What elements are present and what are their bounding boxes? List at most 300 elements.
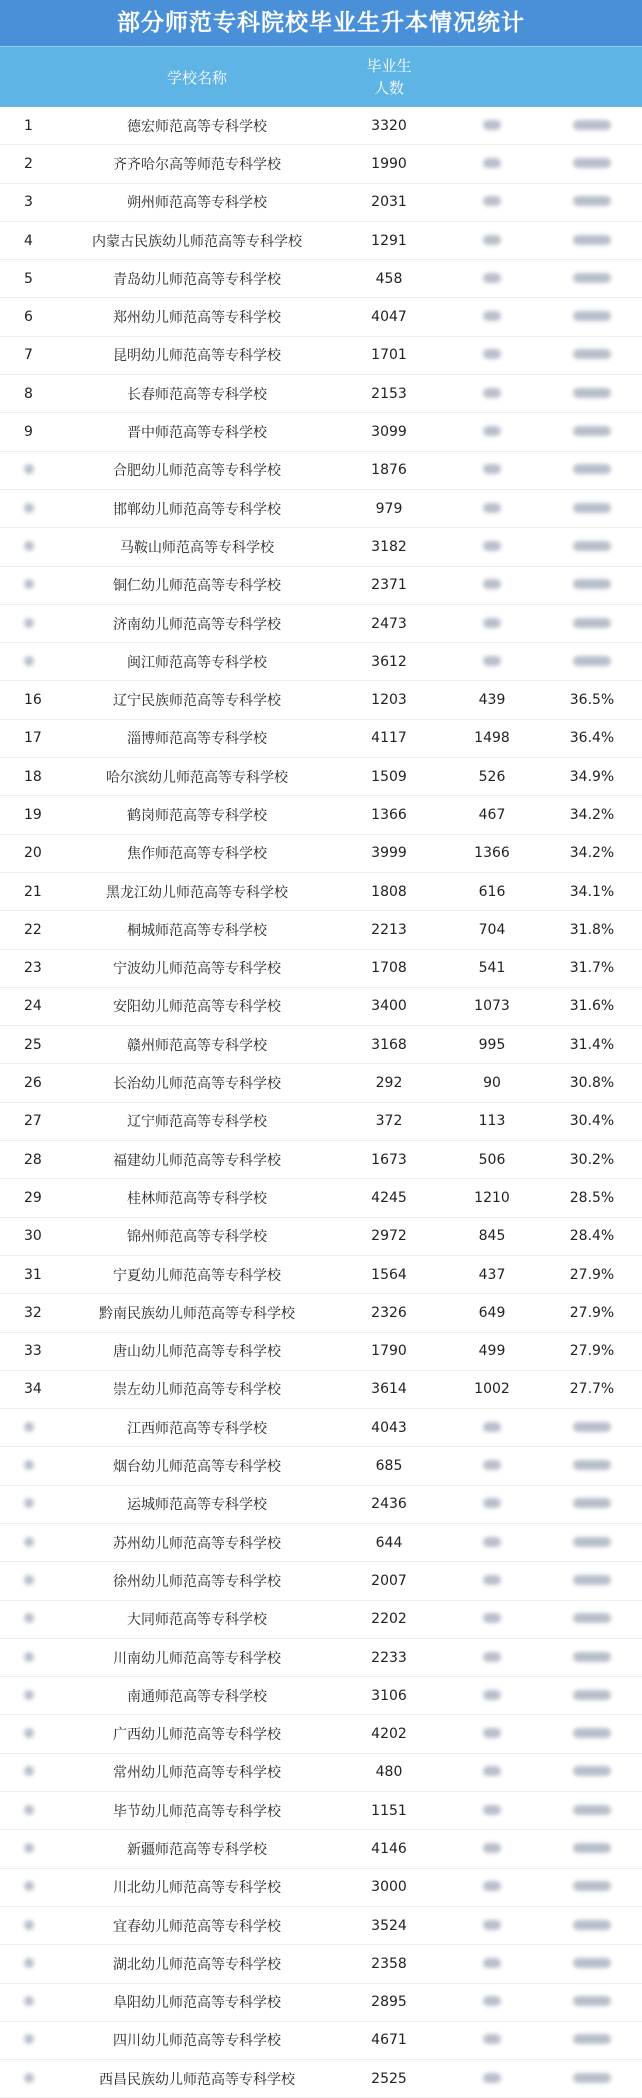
- row-graduate-count: 4146: [371, 1841, 407, 1857]
- row-upgrade-rate: [542, 1573, 642, 1589]
- table-row: [0, 107, 642, 145]
- obscured-upgraded-blur: [483, 1843, 501, 1853]
- row-index: [0, 1726, 58, 1742]
- row-upgrade-rate: [542, 1841, 642, 1857]
- row-upgrade-rate: [542, 1956, 642, 1972]
- row-upgraded-count: 113: [478, 1113, 506, 1130]
- obscured-index-blur: [24, 1690, 34, 1700]
- row-index: 21: [24, 883, 42, 900]
- header-graduates-line2: 人数: [373, 79, 404, 97]
- row-graduate-count: 3614: [371, 1381, 407, 1398]
- row-upgrade-rate: [542, 156, 642, 172]
- row-graduate-count: 1151: [371, 1802, 407, 1819]
- row-upgrade-rate: 31.6%: [569, 998, 615, 1015]
- obscured-rate-blur: [573, 1881, 611, 1891]
- row-school-name: 徐州幼儿师范高等专科学校: [113, 1573, 281, 1590]
- row-upgraded-count: 90: [483, 1075, 501, 1092]
- row-index: [0, 1803, 58, 1819]
- table-row: [0, 1026, 642, 1064]
- obscured-index-blur: [24, 618, 34, 628]
- row-graduate-count: 644: [375, 1534, 403, 1551]
- row-upgraded-count: [442, 1573, 542, 1589]
- row-index: 7: [24, 347, 33, 364]
- obscured-index-blur: [24, 503, 34, 513]
- header-graduates-line1: 毕业生: [366, 57, 412, 75]
- row-upgraded-count: [442, 577, 542, 593]
- row-index: [0, 2071, 58, 2087]
- row-upgrade-rate: [542, 118, 642, 134]
- row-school-name: 桐城师范高等专科学校: [127, 922, 267, 939]
- row-upgrade-rate: 34.9%: [569, 768, 615, 785]
- row-graduate-count: 458: [375, 270, 403, 287]
- table-row: [0, 1486, 642, 1524]
- row-upgraded-count: 467: [478, 806, 506, 823]
- obscured-upgraded-blur: [483, 1460, 501, 1470]
- row-upgrade-rate: 31.7%: [569, 960, 615, 977]
- obscured-upgraded-blur: [483, 1613, 501, 1623]
- row-index: [0, 1764, 58, 1780]
- row-index: 30: [24, 1228, 42, 1245]
- row-school-name: 烟台幼儿师范高等专科学校: [113, 1459, 281, 1476]
- row-index: [0, 462, 58, 478]
- obscured-rate-blur: [573, 1498, 611, 1508]
- row-graduate-count: 3000: [371, 1879, 407, 1896]
- row-upgraded-count: [442, 1496, 542, 1512]
- obscured-upgraded-blur: [483, 1652, 501, 1662]
- row-index: 32: [24, 1304, 42, 1321]
- row-graduate-count: 1366: [371, 806, 407, 823]
- table-row: [0, 1294, 642, 1332]
- table-row: [0, 1830, 642, 1868]
- row-upgraded-count: [442, 1726, 542, 1742]
- row-index: [0, 1956, 58, 1972]
- row-index: [0, 1688, 58, 1704]
- obscured-upgraded-blur: [483, 579, 501, 589]
- obscured-rate-blur: [573, 426, 611, 436]
- obscured-upgraded-blur: [483, 1690, 501, 1700]
- obscured-upgraded-blur: [483, 656, 501, 666]
- row-school-name: 常州幼儿师范高等专科学校: [113, 1765, 281, 1782]
- row-upgrade-rate: [542, 1918, 642, 1934]
- row-index: 17: [24, 730, 42, 747]
- row-upgrade-rate: [542, 2032, 642, 2048]
- row-index: 6: [24, 309, 33, 326]
- table-row: [0, 1601, 642, 1639]
- obscured-index-blur: [24, 1881, 34, 1891]
- row-upgrade-rate: [542, 1458, 642, 1474]
- row-upgrade-rate: [542, 271, 642, 287]
- row-upgraded-count: [442, 1803, 542, 1819]
- row-upgrade-rate: 27.9%: [569, 1266, 615, 1283]
- row-index: 18: [24, 768, 42, 785]
- row-graduate-count: 3182: [371, 538, 407, 555]
- table-row: [0, 1409, 642, 1447]
- row-graduate-count: 1808: [371, 883, 407, 900]
- row-index: 26: [24, 1075, 42, 1092]
- row-index: 33: [24, 1343, 42, 1360]
- obscured-index-blur: [24, 1613, 34, 1623]
- obscured-upgraded-blur: [483, 1728, 501, 1738]
- row-index: 29: [24, 1189, 42, 1206]
- obscured-upgraded-blur: [483, 1498, 501, 1508]
- row-school-name: 邯郸幼儿师范高等专科学校: [113, 501, 281, 518]
- row-upgraded-count: 845: [478, 1228, 506, 1245]
- table-row: [0, 1256, 642, 1294]
- obscured-upgraded-blur: [483, 311, 501, 321]
- row-index: 20: [24, 845, 42, 862]
- row-upgrade-rate: 34.2%: [569, 845, 615, 862]
- row-upgraded-count: 506: [478, 1151, 506, 1168]
- row-upgrade-rate: 28.5%: [569, 1189, 615, 1206]
- obscured-index-blur: [24, 1805, 34, 1815]
- row-upgrade-rate: 31.8%: [569, 921, 615, 938]
- table-row: [0, 1792, 642, 1830]
- row-upgrade-rate: [542, 1688, 642, 1704]
- obscured-index-blur: [24, 1958, 34, 1968]
- obscured-index-blur: [24, 2073, 34, 2083]
- table-row: [0, 1333, 642, 1371]
- obscured-rate-blur: [573, 1613, 611, 1623]
- row-upgraded-count: 704: [478, 921, 506, 938]
- row-graduate-count: 3999: [371, 845, 407, 862]
- row-graduate-count: 1203: [371, 692, 407, 709]
- row-graduate-count: 3612: [371, 653, 407, 670]
- row-upgrade-rate: [542, 616, 642, 632]
- table-row: [0, 1754, 642, 1792]
- row-upgraded-count: [442, 194, 542, 210]
- row-index: [0, 1611, 58, 1627]
- row-upgraded-count: 439: [478, 692, 506, 709]
- obscured-upgraded-blur: [483, 1881, 501, 1891]
- row-graduate-count: 2358: [371, 1955, 407, 1972]
- row-school-name: 川北幼儿师范高等专科学校: [113, 1880, 281, 1897]
- row-graduate-count: 292: [375, 1075, 403, 1092]
- row-upgrade-rate: [542, 1611, 642, 1627]
- obscured-index-blur: [24, 1766, 34, 1776]
- table-title: 部分师范专科院校毕业生升本情况统计: [0, 0, 642, 46]
- row-graduate-count: 1790: [371, 1343, 407, 1360]
- row-upgraded-count: [442, 156, 542, 172]
- row-upgraded-count: [442, 309, 542, 325]
- obscured-index-blur: [24, 1728, 34, 1738]
- table-row: [0, 1064, 642, 1102]
- obscured-index-blur: [24, 1920, 34, 1930]
- row-graduate-count: 979: [375, 500, 403, 517]
- obscured-index-blur: [24, 579, 34, 589]
- table-row: [0, 1447, 642, 1485]
- row-school-name: 四川幼儿师范高等专科学校: [113, 2033, 281, 2050]
- row-graduate-count: 2436: [371, 1496, 407, 1513]
- row-school-name: 毕节幼儿师范高等专科学校: [113, 1803, 281, 1820]
- table-row: [0, 796, 642, 834]
- obscured-upgraded-blur: [483, 2034, 501, 2044]
- obscured-index-blur: [24, 541, 34, 551]
- row-upgrade-rate: [542, 1650, 642, 1666]
- obscured-rate-blur: [573, 1766, 611, 1776]
- row-index: [0, 1650, 58, 1666]
- row-school-name: 锦州师范高等专科学校: [127, 1229, 267, 1246]
- obscured-rate-blur: [573, 1843, 611, 1853]
- row-upgrade-rate: [542, 1496, 642, 1512]
- obscured-upgraded-blur: [483, 1766, 501, 1776]
- row-upgraded-count: [442, 2032, 542, 2048]
- row-upgrade-rate: 36.4%: [569, 730, 615, 747]
- obscured-index-blur: [24, 1498, 34, 1508]
- row-upgraded-count: [442, 462, 542, 478]
- table-row: [0, 184, 642, 222]
- row-school-name: 安阳幼儿师范高等专科学校: [113, 999, 281, 1016]
- row-upgraded-count: [442, 347, 542, 363]
- row-upgrade-rate: [542, 386, 642, 402]
- row-school-name: 赣州师范高等专科学校: [127, 1037, 267, 1054]
- row-upgrade-rate: [542, 1764, 642, 1780]
- row-graduate-count: 4245: [371, 1189, 407, 1206]
- row-index: [0, 1535, 58, 1551]
- row-upgrade-rate: [542, 539, 642, 555]
- obscured-upgraded-blur: [483, 1958, 501, 1968]
- row-upgraded-count: [442, 1994, 542, 2010]
- row-upgrade-rate: [542, 1535, 642, 1551]
- table-row: [0, 567, 642, 605]
- row-school-name: 青岛幼儿师范高等专科学校: [113, 271, 281, 288]
- row-upgraded-count: 616: [478, 883, 506, 900]
- table-row: [0, 681, 642, 719]
- obscured-rate-blur: [573, 1537, 611, 1547]
- row-school-name: 宜春幼儿师范高等专科学校: [113, 1918, 281, 1935]
- obscured-rate-blur: [573, 1805, 611, 1815]
- table-row: [0, 145, 642, 183]
- obscured-rate-blur: [573, 349, 611, 359]
- row-school-name: 长春师范高等专科学校: [127, 386, 267, 403]
- row-graduate-count: 372: [375, 1113, 403, 1130]
- row-upgraded-count: 649: [478, 1304, 506, 1321]
- table-row: [0, 1562, 642, 1600]
- row-school-name: 阜阳幼儿师范高等专科学校: [113, 1995, 281, 2012]
- obscured-index-blur: [24, 464, 34, 474]
- row-graduate-count: 4202: [371, 1726, 407, 1743]
- table-row: [0, 1869, 642, 1907]
- obscured-rate-blur: [573, 196, 611, 206]
- obscured-rate-blur: [573, 273, 611, 283]
- header-school-name: 学校名称: [166, 68, 227, 87]
- row-upgraded-count: [442, 233, 542, 249]
- row-school-name: 黑龙江幼儿师范高等专科学校: [106, 884, 288, 901]
- row-upgraded-count: 1002: [474, 1381, 510, 1398]
- row-graduate-count: 480: [375, 1764, 403, 1781]
- obscured-rate-blur: [573, 618, 611, 628]
- row-upgraded-count: 437: [478, 1266, 506, 1283]
- obscured-rate-blur: [573, 1690, 611, 1700]
- obscured-rate-blur: [573, 541, 611, 551]
- obscured-rate-blur: [573, 120, 611, 130]
- table-body: [0, 107, 642, 2098]
- row-upgraded-count: 526: [478, 768, 506, 785]
- row-upgrade-rate: 31.4%: [569, 1036, 615, 1053]
- row-graduate-count: 2233: [371, 1649, 407, 1666]
- obscured-upgraded-blur: [483, 388, 501, 398]
- obscured-rate-blur: [573, 388, 611, 398]
- table-row: [0, 835, 642, 873]
- obscured-rate-blur: [573, 1575, 611, 1585]
- table-row: [0, 1639, 642, 1677]
- row-graduate-count: 3524: [371, 1917, 407, 1934]
- row-index: [0, 654, 58, 670]
- row-school-name: 辽宁民族师范高等专科学校: [113, 693, 281, 710]
- row-graduate-count: 2371: [371, 577, 407, 594]
- row-index: [0, 1994, 58, 2010]
- row-school-name: 黔南民族幼儿师范高等专科学校: [99, 1305, 295, 1322]
- obscured-rate-blur: [573, 2073, 611, 2083]
- row-upgraded-count: [442, 616, 542, 632]
- row-upgraded-count: 541: [478, 960, 506, 977]
- obscured-rate-blur: [573, 464, 611, 474]
- row-upgrade-rate: 27.9%: [569, 1343, 615, 1360]
- row-upgrade-rate: [542, 462, 642, 478]
- obscured-upgraded-blur: [483, 503, 501, 513]
- row-school-name: 昆明幼儿师范高等专科学校: [113, 348, 281, 365]
- table-row: [0, 2022, 642, 2060]
- row-graduate-count: 2007: [371, 1572, 407, 1589]
- row-upgraded-count: [442, 271, 542, 287]
- row-school-name: 宁波幼儿师范高等专科学校: [113, 961, 281, 978]
- row-index: 23: [24, 960, 42, 977]
- row-upgrade-rate: [542, 1420, 642, 1436]
- row-upgrade-rate: 36.5%: [569, 692, 615, 709]
- table-row: [0, 260, 642, 298]
- table-row: [0, 375, 642, 413]
- obscured-upgraded-blur: [483, 2073, 501, 2083]
- table-row: [0, 605, 642, 643]
- row-upgraded-count: 995: [478, 1036, 506, 1053]
- row-school-name: 哈尔滨幼儿师范高等专科学校: [106, 769, 288, 786]
- row-graduate-count: 1990: [371, 155, 407, 172]
- row-upgrade-rate: [542, 347, 642, 363]
- obscured-upgraded-blur: [483, 1805, 501, 1815]
- table-row: [0, 720, 642, 758]
- row-school-name: 德宏师范高等专科学校: [127, 118, 267, 135]
- row-upgrade-rate: 28.4%: [569, 1228, 615, 1245]
- row-graduate-count: 3168: [371, 1036, 407, 1053]
- row-upgrade-rate: 27.9%: [569, 1304, 615, 1321]
- row-index: 1: [24, 117, 33, 134]
- obscured-upgraded-blur: [483, 235, 501, 245]
- table-row: [0, 873, 642, 911]
- row-graduate-count: 3106: [371, 1687, 407, 1704]
- row-upgraded-count: 499: [478, 1343, 506, 1360]
- row-upgrade-rate: [542, 424, 642, 440]
- row-upgrade-rate: [542, 577, 642, 593]
- obscured-rate-blur: [573, 656, 611, 666]
- obscured-upgraded-blur: [483, 1575, 501, 1585]
- row-school-name: 辽宁师范高等专科学校: [127, 1114, 267, 1131]
- table-row: [0, 1907, 642, 1945]
- row-upgraded-count: [442, 1420, 542, 1436]
- row-school-name: 运城师范高等专科学校: [127, 1497, 267, 1514]
- obscured-index-blur: [24, 1996, 34, 2006]
- row-index: 24: [24, 998, 42, 1015]
- row-graduate-count: 3400: [371, 998, 407, 1015]
- row-graduate-count: 2202: [371, 1611, 407, 1628]
- row-graduate-count: 2525: [371, 2070, 407, 2087]
- row-school-name: 南通师范高等专科学校: [127, 1688, 267, 1705]
- row-upgraded-count: 1073: [474, 998, 510, 1015]
- row-upgraded-count: 1498: [474, 730, 510, 747]
- row-school-name: 广西幼儿师范高等专科学校: [113, 1727, 281, 1744]
- obscured-upgraded-blur: [483, 120, 501, 130]
- row-upgraded-count: [442, 1918, 542, 1934]
- row-upgraded-count: [442, 1764, 542, 1780]
- row-school-name: 内蒙古民族幼儿师范高等专科学校: [92, 233, 302, 250]
- row-index: 2: [24, 155, 33, 172]
- table-row: [0, 528, 642, 566]
- obscured-upgraded-blur: [483, 1537, 501, 1547]
- row-upgraded-count: [442, 1611, 542, 1627]
- row-index: [0, 539, 58, 555]
- row-index: [0, 1496, 58, 1512]
- row-index: [0, 1841, 58, 1857]
- row-school-name: 西昌民族幼儿师范高等专科学校: [99, 2071, 295, 2088]
- row-index: 27: [24, 1113, 42, 1130]
- row-school-name: 济南幼儿师范高等专科学校: [113, 616, 281, 633]
- table-row: [0, 490, 642, 528]
- row-graduate-count: 3320: [371, 117, 407, 134]
- obscured-index-blur: [24, 2034, 34, 2044]
- row-school-name: 闽江师范高等专科学校: [127, 654, 267, 671]
- obscured-upgraded-blur: [483, 158, 501, 168]
- row-school-name: 桂林师范高等专科学校: [127, 1190, 267, 1207]
- obscured-rate-blur: [573, 1920, 611, 1930]
- obscured-index-blur: [24, 1575, 34, 1585]
- row-school-name: 郑州幼儿师范高等专科学校: [113, 310, 281, 327]
- row-school-name: 齐齐哈尔高等师范专科学校: [113, 156, 281, 173]
- table-header: [0, 46, 642, 107]
- row-index: 28: [24, 1151, 42, 1168]
- obscured-rate-blur: [573, 503, 611, 513]
- obscured-index-blur: [24, 1652, 34, 1662]
- row-school-name: 淄博师范高等专科学校: [127, 731, 267, 748]
- table-row: [0, 413, 642, 451]
- row-upgrade-rate: [542, 1994, 642, 2010]
- row-upgrade-rate: [542, 654, 642, 670]
- row-school-name: 福建幼儿师范高等专科学校: [113, 1152, 281, 1169]
- table-row: [0, 2060, 642, 2098]
- row-index: [0, 1420, 58, 1436]
- row-index: [0, 1918, 58, 1934]
- row-index: [0, 616, 58, 632]
- row-index: [0, 1879, 58, 1895]
- row-upgraded-count: [442, 1879, 542, 1895]
- row-index: 8: [24, 385, 33, 402]
- obscured-rate-blur: [573, 1652, 611, 1662]
- table-row: [0, 1218, 642, 1256]
- obscured-upgraded-blur: [483, 464, 501, 474]
- row-graduate-count: 2213: [371, 921, 407, 938]
- table-row: [0, 1715, 642, 1753]
- row-upgraded-count: [442, 1688, 542, 1704]
- row-upgraded-count: [442, 118, 542, 134]
- obscured-index-blur: [24, 1843, 34, 1853]
- row-graduate-count: 1701: [371, 347, 407, 364]
- row-graduate-count: 4043: [371, 1419, 407, 1436]
- table-row: [0, 911, 642, 949]
- obscured-upgraded-blur: [483, 618, 501, 628]
- row-school-name: 唐山幼儿师范高等专科学校: [113, 1344, 281, 1361]
- obscured-upgraded-blur: [483, 273, 501, 283]
- obscured-rate-blur: [573, 2034, 611, 2044]
- row-upgrade-rate: 30.2%: [569, 1151, 615, 1168]
- row-school-name: 长治幼儿师范高等专科学校: [113, 1076, 281, 1093]
- row-upgraded-count: [442, 386, 542, 402]
